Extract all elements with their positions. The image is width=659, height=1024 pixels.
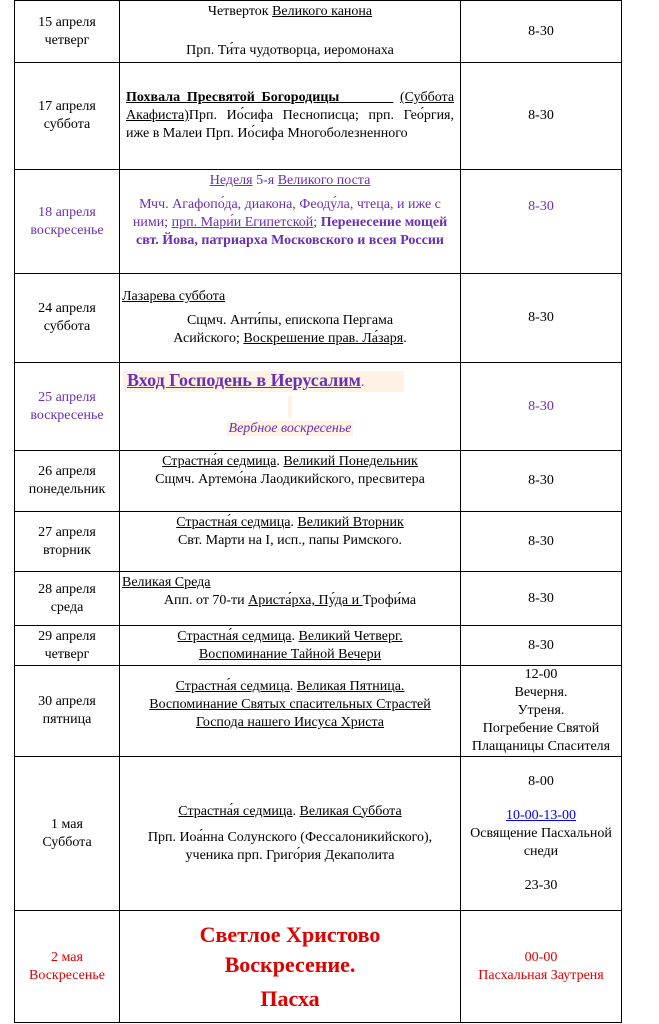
date-cell: [15, 274, 120, 363]
decor-bar: [288, 396, 292, 418]
service-cell: [120, 170, 461, 274]
saints: Воспоминание Тайной Вечери: [198, 646, 382, 662]
saint-link[interactable]: Ариста́рха, Пу́да и: [248, 593, 363, 608]
service-cell: [120, 626, 461, 666]
weekday: воскресенье: [30, 407, 104, 423]
feast-link[interactable]: Страстна́я седмица: [178, 803, 293, 819]
table-row: [15, 757, 622, 911]
weekday: четверг: [44, 32, 90, 48]
time-cell: 8-30: [461, 1, 622, 63]
service-cell: [120, 572, 461, 626]
weekday: Суббота: [42, 834, 92, 850]
date-cell: [15, 666, 120, 757]
service-cell: [120, 1, 461, 63]
date: 1 мая: [51, 816, 83, 832]
feast-link[interactable]: Страстна́я седмица: [176, 515, 291, 530]
service-cell: [120, 274, 461, 363]
saints: Прп. Иоа́нна Солунского (Фессалоникийского), ученика прп. Григо́рия Декаполита: [147, 829, 433, 863]
time-cell: 8-30: [461, 451, 622, 512]
service-cell: [120, 911, 461, 1023]
subtitle: Вербное воскресенье: [228, 421, 352, 436]
table-row: [15, 626, 622, 666]
time-cell: 8-30: [461, 626, 622, 666]
feast-title: Пасха: [260, 985, 320, 1011]
date-cell: [15, 757, 120, 911]
date: 15 апреля: [38, 14, 96, 30]
time-cell: 12-00 Вечерня. Утреня. Погребение Святой Плащаницы Спасителя: [461, 666, 622, 757]
date-cell: [15, 1, 120, 63]
service-cell: [120, 512, 461, 572]
weekday: суббота: [43, 117, 91, 132]
feast-link[interactable]: (Суббота Акафиста): [126, 90, 455, 123]
feast-title: Страстна́я седмица. Великая Пятница.: [175, 679, 405, 694]
date: 26 апреля: [38, 464, 96, 479]
saints: Свт. Марти на I, исп., папы Римского.: [177, 533, 403, 548]
feast-link[interactable]: Великая Суббота: [299, 803, 402, 819]
feast-title: Страстна́я седмица. Великий Четверг.: [177, 628, 403, 644]
feast-link[interactable]: Великий Вторник: [297, 515, 404, 530]
feast-title: Страстна́я седмица. Великая Суббота: [178, 803, 402, 819]
feast-title: Воскресение.: [224, 951, 356, 977]
table-row: [15, 274, 622, 363]
date: 28 апреля: [38, 581, 96, 597]
saints: Мчч. Агафопо́да, диакона, Феоду́ла, чтеца, и иже с ними; прп. Мари́и Египетской; Перенесение мощей свт. Йова, патриарха Московского и всея России: [132, 197, 448, 248]
feast-link[interactable]: Страстна́я седмица: [177, 628, 292, 644]
saints: Прп. Ио́сифа Песнописца; прп. Гео́ргия, иже в Малеи Прп. Ио́сифа Многоболезненного: [126, 108, 454, 141]
table-row: [15, 572, 622, 626]
time-cell: 8-30: [461, 572, 622, 626]
date-cell: [15, 170, 120, 274]
service-cell: [120, 63, 461, 170]
table-row: [15, 451, 622, 512]
feast-link[interactable]: Неделя: [209, 173, 253, 188]
schedule-table: [14, 0, 622, 1023]
time-cell: 8-30: [461, 170, 622, 274]
table-row: [15, 666, 622, 757]
time-cell: 00-00 Пасхальная Заутреня: [461, 911, 622, 1023]
time-cell: 8-30: [461, 512, 622, 572]
weekday: понедельник: [28, 482, 106, 497]
date-cell: [15, 63, 120, 170]
feast-link[interactable]: Великий Понедельник: [283, 454, 418, 469]
feast-link[interactable]: Лазарева суббота: [122, 289, 226, 304]
saints: Сщмч. Артемо́на Лаодикийского, пресвитера: [155, 472, 425, 487]
time-cell: 8-30: [461, 274, 622, 363]
feast-title: Страстна́я седмица. Великий Вторник: [176, 515, 404, 530]
feast-title: [126, 89, 454, 143]
date: 27 апреля: [38, 524, 96, 540]
table-row: [15, 1, 622, 63]
table-row: [15, 512, 622, 572]
time-cell: 8-30: [461, 363, 622, 451]
weekday: четверг: [44, 646, 90, 662]
saint-link[interactable]: прп. Мари́и Египетской: [171, 215, 314, 230]
date-cell: [15, 512, 120, 572]
date: 29 апреля: [38, 628, 96, 644]
service-cell: [120, 451, 461, 512]
feast-link[interactable]: Великая Среда: [122, 575, 211, 590]
weekday: суббота: [43, 319, 91, 334]
weekday: пятница: [42, 712, 92, 727]
date-cell: [15, 363, 120, 451]
table-row: [15, 911, 622, 1023]
commemoration: Перенесение мощей свт. Йова, патриарха Московского и всея России: [136, 215, 448, 248]
feast-link[interactable]: Похвала Пресвятой Богородицы: [126, 90, 340, 105]
feast-title: Вход Господень в Иерусалим.: [120, 371, 460, 392]
date: 18 апреля: [38, 204, 96, 220]
time-link[interactable]: 10-00-13-00: [506, 807, 576, 823]
service-cell: [120, 363, 461, 451]
table-row: [15, 363, 622, 451]
table-row: [15, 170, 622, 274]
feast-title: Страстна́я седмица. Великий Понедельник: [162, 454, 418, 469]
feast-link[interactable]: Страстна́я седмица: [175, 679, 290, 694]
date: 24 апреля: [38, 301, 96, 316]
feast-link[interactable]: Великая Пятница.: [296, 679, 405, 694]
weekday: среда: [50, 599, 84, 615]
date: 25 апреля: [38, 389, 96, 405]
feast-link[interactable]: Великий Четверг.: [298, 628, 403, 644]
saints: Воспоминание Святых спасительных Страстей Господа нашего Иисуса Христа: [149, 697, 431, 730]
service-cell: [120, 666, 461, 757]
time-cell: 8-30: [461, 63, 622, 170]
weekday: Воскресенье: [29, 967, 105, 983]
time-cell: 8-00 10-00-13-00 Освящение Пасхальной снеди 23-30: [461, 757, 622, 911]
service-cell: [120, 757, 461, 911]
feast-title: Четверток Великого канона: [207, 4, 373, 19]
date: 30 апреля: [38, 694, 96, 709]
feast-link[interactable]: Вход Господень в Иерусалим: [127, 370, 361, 390]
date-cell: [15, 626, 120, 666]
date-cell: [15, 451, 120, 512]
date: 2 мая: [51, 949, 83, 965]
saint-link[interactable]: Воскрешение прав. Ла́заря: [243, 331, 404, 346]
feast-title: Светлое Христово: [199, 921, 381, 947]
saints: Сщмч. Анти́пы, епископа Пергама Асийского; Воскрешение прав. Ла́заря.: [173, 313, 407, 346]
feast-link[interactable]: Великого канона: [272, 4, 373, 19]
date-cell: [15, 572, 120, 626]
date: 17 апреля: [38, 99, 96, 114]
feast-title: Неделя 5-я Великого поста: [209, 173, 371, 188]
feast-link[interactable]: Великого поста: [277, 173, 371, 188]
weekday: воскресенье: [30, 222, 104, 238]
saints: Апп. от 70-ти Ариста́рха, Пу́да и Трофи́ма: [163, 593, 417, 608]
weekday: вторник: [43, 542, 91, 558]
saints: Прп. Ти́та чудотворца, иеромонаха: [186, 43, 394, 58]
table-row: [15, 63, 622, 170]
date-cell: [15, 911, 120, 1023]
feast-link[interactable]: Страстна́я седмица: [162, 454, 277, 469]
